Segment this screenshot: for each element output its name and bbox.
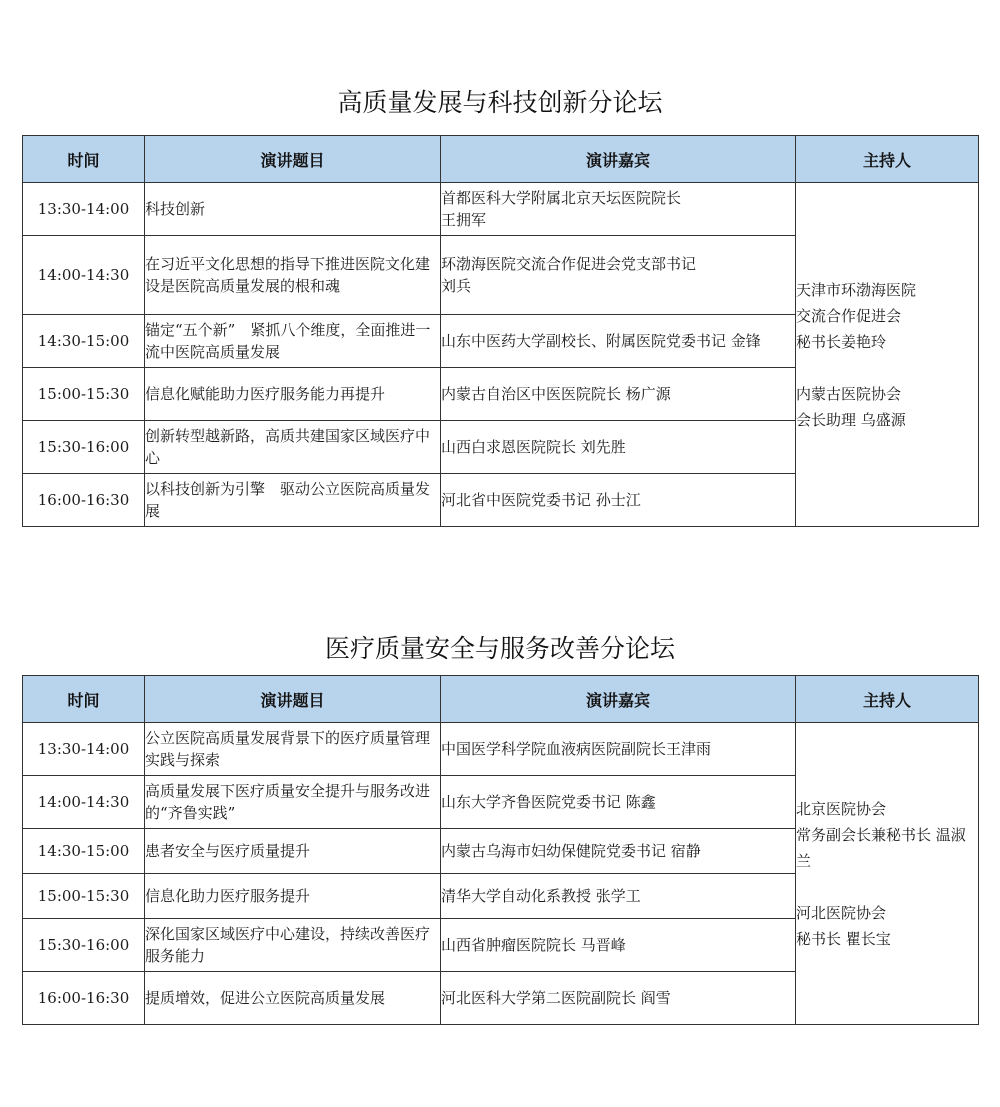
row-topic: 高质量发展下医疗质量安全提升与服务改进的“齐鲁实践”	[145, 776, 441, 829]
row-topic: 创新转型越新路，高质共建国家区域医疗中心	[145, 421, 441, 474]
header-speaker: 演讲嘉宾	[441, 676, 796, 723]
row-speaker: 环渤海医院交流合作促进会党支部书记 刘兵	[441, 236, 796, 315]
table-body	[23, 723, 979, 1025]
row-time: 14:00-14:30	[23, 236, 145, 315]
host-gap	[796, 874, 978, 900]
host-line: 内蒙古医院协会	[796, 384, 902, 403]
row-time: 16:00-16:30	[23, 474, 145, 527]
header-topic: 演讲题目	[145, 136, 441, 183]
row-time: 14:30-15:00	[23, 315, 145, 368]
table-header-row	[23, 676, 979, 723]
host-line: 交流合作促进会	[796, 306, 902, 325]
header-topic: 演讲题目	[145, 676, 441, 723]
schedule-table	[22, 675, 979, 1025]
row-topic: 以科技创新为引擎 驱动公立医院高质量发展	[145, 474, 441, 527]
host-cell	[796, 723, 979, 1025]
row-speaker: 中国医学科学院血液病医院副院长王津雨	[441, 723, 796, 776]
table-row	[23, 723, 979, 776]
row-speaker: 内蒙古自治区中医医院院长 杨广源	[441, 368, 796, 421]
row-time: 15:30-16:00	[23, 421, 145, 474]
host-cell	[796, 183, 979, 527]
row-topic: 锚定“五个新” 紧抓八个维度，全面推进一流中医院高质量发展	[145, 315, 441, 368]
row-speaker: 山东中医药大学副校长、附属医院党委书记 金锋	[441, 315, 796, 368]
row-topic: 信息化赋能助力医疗服务能力再提升	[145, 368, 441, 421]
row-speaker: 首都医科大学附属北京天坛医院院长 王拥军	[441, 183, 796, 236]
row-time: 16:00-16:30	[23, 972, 145, 1025]
row-time: 13:30-14:00	[23, 183, 145, 236]
row-speaker: 河北省中医院党委书记 孙士江	[441, 474, 796, 527]
row-speaker: 内蒙古乌海市妇幼保健院党委书记 宿静	[441, 829, 796, 874]
row-time: 15:00-15:30	[23, 874, 145, 919]
host-line: 河北医院协会	[796, 903, 887, 922]
host-line: 北京医院协会	[796, 799, 887, 818]
schedule-table	[22, 135, 979, 527]
row-topic: 科技创新	[145, 183, 441, 236]
row-topic: 提质增效，促进公立医院高质量发展	[145, 972, 441, 1025]
host-gap	[796, 355, 978, 381]
header-host: 主持人	[796, 676, 979, 723]
row-topic: 深化国家区域医疗中心建设，持续改善医疗服务能力	[145, 919, 441, 972]
host-line: 常务副会长兼秘书长 温淑兰	[796, 825, 966, 870]
row-speaker: 山西省肿瘤医院院长 马晋峰	[441, 919, 796, 972]
forum-title: 高质量发展与科技创新分论坛	[337, 88, 663, 117]
row-topic: 患者安全与医疗质量提升	[145, 829, 441, 874]
host-line: 秘书长姜艳玲	[796, 332, 887, 351]
row-time: 15:30-16:00	[23, 919, 145, 972]
row-speaker: 河北医科大学第二医院副院长 阎雪	[441, 972, 796, 1025]
row-topic: 公立医院高质量发展背景下的医疗质量管理实践与探索	[145, 723, 441, 776]
row-speaker: 山西白求恩医院院长 刘先胜	[441, 421, 796, 474]
row-topic: 在习近平文化思想的指导下推进医院文化建设是医院高质量发展的根和魂	[145, 236, 441, 315]
header-speaker: 演讲嘉宾	[441, 136, 796, 183]
table-row	[23, 183, 979, 236]
row-time: 15:00-15:30	[23, 368, 145, 421]
table-body	[23, 183, 979, 527]
row-time: 14:30-15:00	[23, 829, 145, 874]
host-line: 会长助理 乌盛源	[796, 410, 906, 429]
header-time: 时间	[23, 136, 145, 183]
forum-title: 医疗质量安全与服务改善分论坛	[324, 634, 675, 663]
host-line: 天津市环渤海医院	[796, 280, 917, 299]
row-topic: 信息化助力医疗服务提升	[145, 874, 441, 919]
table-header-row	[23, 136, 979, 183]
header-host: 主持人	[796, 136, 979, 183]
row-time: 13:30-14:00	[23, 723, 145, 776]
row-time: 14:00-14:30	[23, 776, 145, 829]
row-speaker: 山东大学齐鲁医院党委书记 陈鑫	[441, 776, 796, 829]
host-line: 秘书长 瞿长宝	[796, 929, 891, 948]
forum-2	[22, 631, 978, 1025]
forum-1	[22, 85, 978, 527]
row-speaker: 清华大学自动化系教授 张学工	[441, 874, 796, 919]
header-time: 时间	[23, 676, 145, 723]
